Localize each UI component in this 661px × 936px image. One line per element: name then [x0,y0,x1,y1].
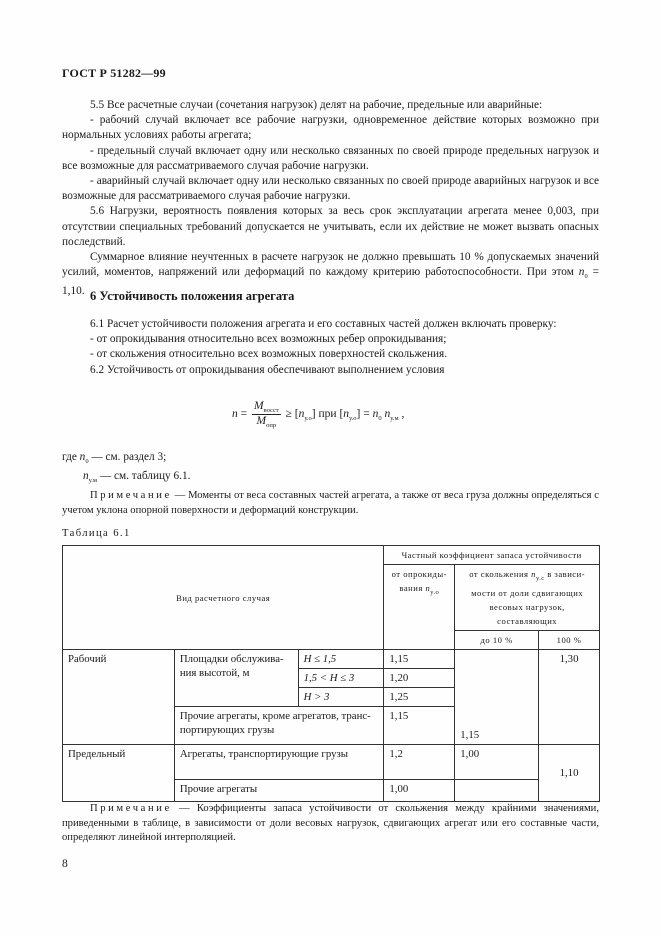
value-working-10: 1,15 [455,650,539,745]
note-2: Примечание — Коэффициенты запаса устойчивости от скольжения между крайними значениями, приведенными в таблице, в зависимости от доли весовых нагрузок, сдвигающих агрегат или его составные части, определяют линейной интерполяцией. [62,803,599,843]
value-transport-tipping: 1,2 [384,745,455,780]
value-limit-100: 1,10 [539,745,600,802]
moment-fraction: $\frac{M_{восст}}{M_{опр}}$ [254,400,279,429]
section-5-5 [62,98,599,300]
table-caption: Таблица 6.1 [62,528,131,539]
value-other2-10-empty [455,780,539,802]
stability-coefficient-table [62,545,600,802]
other-aggregates-label: Прочие агрегаты, кроме агрегатов, транс-портирующих грузы [174,707,384,745]
document-header: ГОСТ Р 51282—99 [62,66,166,80]
value-other2-tipping: 1,00 [384,780,455,802]
where-clause [62,450,190,488]
page-number: 8 [62,858,68,870]
value-h1-tipping: 1,15 [384,650,455,669]
value-working-100: 1,30 [539,650,600,745]
paragraph-6-1: 6.1 Расчет устойчивости положения агрегата и его составных частей должен включать проверку: [90,318,557,330]
other-label: Прочие агрегаты [174,780,384,802]
note-2-label: Примечание [90,803,172,814]
bullet-working-case: - рабочий случай включает все рабочие нагрузки, одновременное действие которых возможно при нормальных условиях работы агрегата; [62,114,599,142]
value-transport-10: 1,00 [455,745,539,780]
height-range-2: 1,5 < H ≤ 3 [298,669,384,688]
header-case-type: Вид расчетного случая [63,546,384,650]
case-working: Рабочий [63,650,175,745]
where-n0: где $n_0$ — см. раздел 3; [62,451,167,465]
bullet-sliding: - от скольжения относительно всех возможных поверхностей скольжения. [90,348,448,361]
height-range-3: H > 3 [298,688,384,707]
paragraph-5-5: 5.5 Все расчетные случаи (сочетания нагрузок) делят на рабочие, предельные или аварийные: [90,99,543,111]
note-1-label: Примечание [90,490,172,501]
header-sliding: от скольжения $n_{у.с}$ в зависи-мости от доли сдвигающих весовых нагрузок, составляющих [455,565,600,631]
header-tipping: от опрокиды-вания $n_{у.о}$ [384,565,455,650]
value-h3-tipping: 1,25 [384,688,455,707]
value-h2-tipping: 1,20 [384,669,455,688]
bullet-limit-case: - предельный случай включает одну или несколько связанных по своей природе предельных нагрузок и все возможные для рассматриваемого случая рабочие нагрузки. [62,144,599,172]
value-other-tipping: 1,15 [384,707,455,745]
transport-aggregates-label: Агрегаты, транспортирующие грузы [174,745,384,780]
header-up-to-10: до 10 % [455,631,539,650]
bullet-tipping: - от опрокидывания относительно всех возможных ребер опрокидывания; [90,333,447,346]
platforms-label: Площадки обслужива-ния высотой, м [174,650,298,707]
height-range-1: H ≤ 1,5 [298,650,384,669]
note-1: Примечание — Моменты от веса составных частей агрегата, а также от веса груза должны определяться с учетом уклона опорной поверхности и деформаций конструкции. [62,490,599,516]
stability-formula: n = $\frac{M_{восст}}{M_{опр}}$ ≥ $[n_{у.о}]$ при $[n_{у.о}] = n_0$ $n_{у.м}$ , [232,400,405,429]
section-6-text [62,317,599,378]
case-limit: Предельный [63,745,175,802]
header-100: 100 % [539,631,600,650]
where-nym: $n_{у.м}$ — см. таблицу 6.1. [83,470,191,485]
paragraph-5-6: 5.6 Нагрузки, вероятность появления которых за весь срок эксплуатации агрегата менее 0,003, при отсутствии специальных требований допускается не учитывать, если их действие не может вызвать опасных последствий. [62,205,599,248]
paragraph-summary: Суммарное влияние неучтенных в расчете нагрузок не должно превышать 10 % допускаемых значений усилий, моментов, напряжений или деформаций по каждому критерию работоспособности. При этом $n_0 = 1,10$. [62,251,599,298]
section-6-title: 6 Устойчивость положения агрегата [90,289,295,303]
bullet-emergency-case: - аварийный случай включает одну или несколько связанных по своей природе аварийных нагрузок и все возможные для рассматриваемого случая рабочие нагрузки. [62,175,599,203]
header-coefficient: Частный коэффициент запаса устойчивости [384,546,600,565]
paragraph-6-2: 6.2 Устойчивость от опрокидывания обеспечивают выполнением условия [90,363,445,376]
